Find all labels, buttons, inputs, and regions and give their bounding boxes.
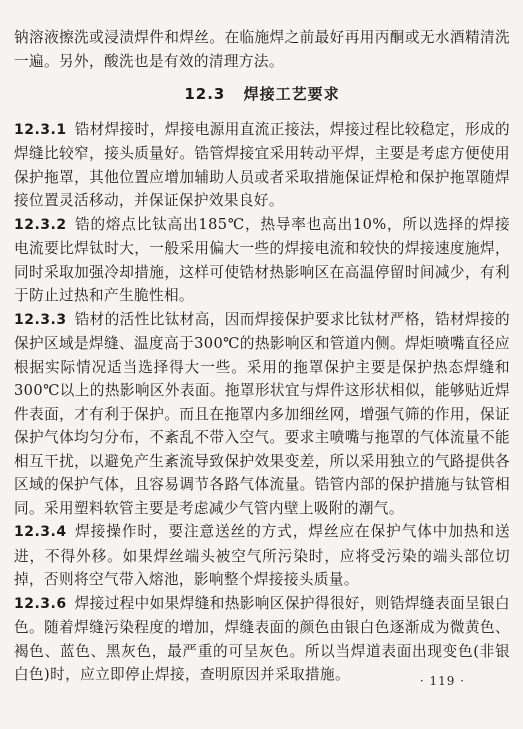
intro-paragraph: 钠溶液擦洗或浸渍焊件和焊丝。在临施焊之前最好再用丙酮或无水酒精清洗一遍。另外，酸洗也是有效的清理方法。 — [14, 29, 510, 70]
section-heading — [14, 83, 510, 107]
paragraph-text: 焊接过程中如果焊缝和热影响区保护得很好，则锆焊缝表面呈银白色。随着焊缝污染程度的增加，焊缝表面的颜色由银白色逐渐成为微黄色、褐色、蓝色、黑灰色，最严重的可呈灰色。所以当焊道表面出现变色(非银白色)时，应立即停止焊接，查明原因并采取措施。 — [14, 594, 510, 683]
paragraph-12-3-4 — [14, 520, 510, 592]
page-content — [14, 26, 510, 687]
paragraph-text: 锆的熔点比钛高出185℃，热导率也高出10%，所以选择的焊接电流要比焊钛时大，一般采用偏大一些的焊接电流和较快的焊接速度施焊，同时采取加强冷却措施，这样可使锆材热影响区在高温停留时间减少，有利于防止过热和产生脆性相。 — [14, 215, 510, 304]
paragraph-text: 锆材焊接时，焊接电源用直流正接法，焊接过程比较稳定，形成的焊缝比较窄，接头质量好。锆管焊接宜采用转动平焊，主要是考虑方便使用保护拖罩，其他位置应增加辅助人员或者采取措施保证焊枪和保护拖罩随焊接位置灵活移动，并保证保护效果良好。 — [14, 120, 510, 209]
paragraph-text: 焊接操作时，要注意送丝的方式，焊丝应在保护气体中加热和送进，不得外移。如果焊丝端头被空气所污染时，应将受污染的端头部位切掉，否则将空气带入熔池，影响整个焊接接头质量。 — [14, 523, 510, 588]
paragraph-number: 12.3.4 — [14, 524, 67, 540]
paragraph-number: 12.3.6 — [14, 595, 67, 612]
paragraph-12-3-6 — [14, 592, 510, 687]
paragraph-12-3-3 — [14, 308, 510, 521]
page-number: · 119 · — [419, 674, 465, 688]
paragraph-text: 锆材的活性比钛材高，因而焊接保护要求比钛材严格，锆材焊接的保护区域是焊缝、温度高于300℃的热影响区和管道内侧。焊炬喷嘴直径应根据实际情况适当选择得大一些。采用的拖罩保护主要是保护热态焊缝和300℃以上的热影响区外表面。拖罩形状宜与焊件这形状相似，能够贴近焊件表面，才有利于保护。而且在拖罩内多加细丝网，增强气筛的作用，保证保护气体均匀分布，不紊乱不带入空气。要求主喷嘴与拖罩的气体流量不能相互干扰，以避免产生紊流导致保护效果变差，所以采用独立的气路提供各区域的保护气体，且容易调节各路气体流量。锆管内部的保护措施与钛管相同。采用塑料软管主要是考虑减少气管内壁上吸附的潮气。 — [14, 310, 510, 517]
paragraph-number: 12.3.2 — [14, 216, 67, 233]
section-title: 焊接工艺要求 — [243, 85, 340, 103]
paragraph-12-3-1 — [14, 118, 510, 213]
section-number: 12.3 — [184, 85, 226, 103]
paragraph-number: 12.3.3 — [14, 311, 67, 328]
paragraph-12-3-2 — [14, 213, 510, 308]
paragraph-number: 12.3.1 — [14, 121, 67, 138]
